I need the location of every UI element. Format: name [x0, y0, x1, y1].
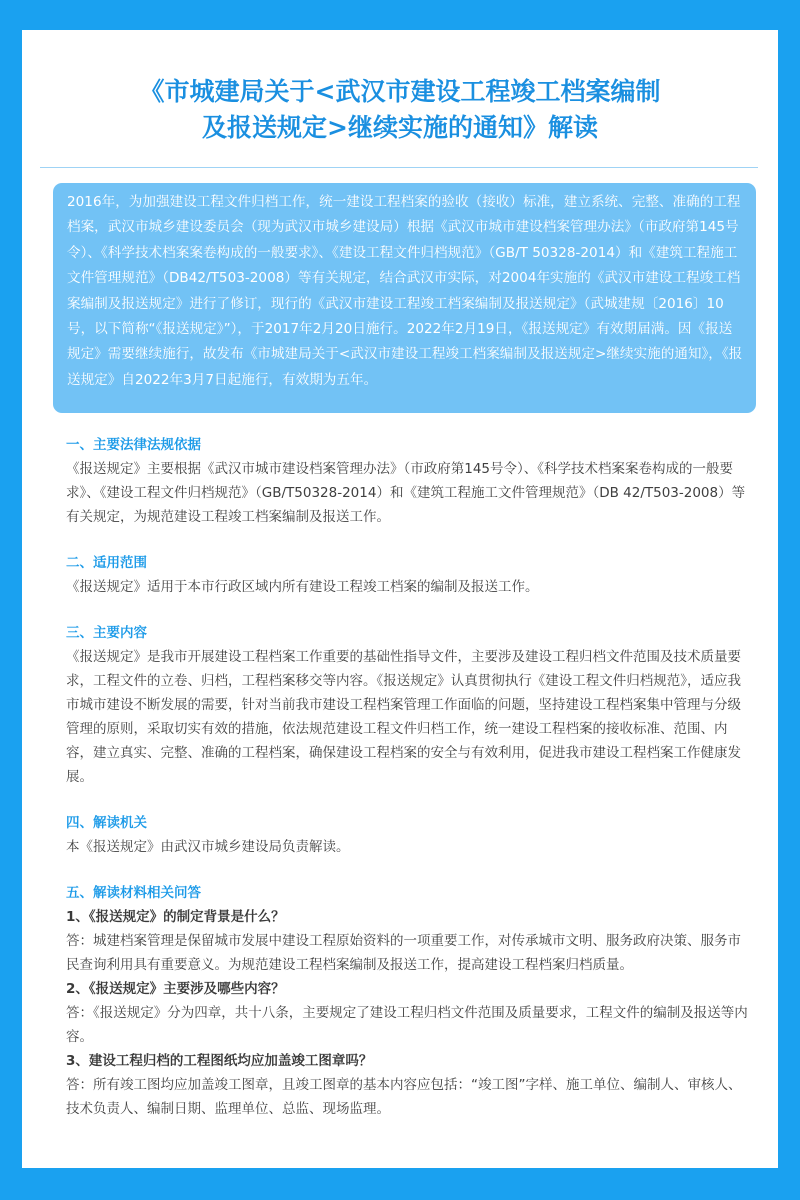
section-legal-basis	[66, 433, 748, 529]
answer-3: 答：所有竣工图均应加盖竣工图章，且竣工图章的基本内容应包括：“竣工图”字样、施工单位、编制人、审核人、技术负责人、编制日期、监理单位、总监、现场监理。	[66, 1077, 742, 1117]
section-heading: 二、适用范围	[66, 555, 147, 571]
question-1: 1、《报送规定》的制定背景是什么？	[66, 909, 285, 925]
article-body	[66, 433, 748, 1143]
section-text: 本《报送规定》由武汉市城乡建设局负责解读。	[66, 839, 350, 855]
page-title	[22, 74, 778, 146]
question-3: 3、建设工程归档的工程图纸均应加盖竣工图章吗？	[66, 1053, 373, 1069]
section-text: 《报送规定》是我市开展建设工程档案工作重要的基础性指导文件，主要涉及建设工程归档文件范围及技术质量要求，工程文件的立卷、归档，工程档案移交等内容。《报送规定》认真贯彻执行《建设工程文件归档规范》，适应我市城市建设不断发展的需要，针对当前我市建设工程档案管理工作面临的问题，坚持建设工程档案集中管理与分级管理的原则，采取切实有效的措施，依法规范建设工程文件归档工作，统一建设工程档案的接收标准、范围、内容，建立真实、完整、准确的工程档案，确保建设工程档案的安全与有效利用，促进我市建设工程档案工作健康发展。	[66, 649, 741, 785]
answer-1: 答：城建档案管理是保留城市发展中建设工程原始资料的一项重要工作，对传承城市文明、服务政府决策、服务市民查询利用具有重要意义。为规范建设工程档案编制及报送工作，提高建设工程档案归档质量。	[66, 933, 741, 973]
title-line-1: 《市城建局关于<武汉市建设工程竣工档案编制	[139, 77, 661, 106]
title-line-2: 及报送规定>继续实施的通知》解读	[202, 113, 598, 142]
section-text: 《报送规定》适用于本市行政区域内所有建设工程竣工档案的编制及报送工作。	[66, 579, 539, 595]
section-scope	[66, 551, 748, 599]
section-heading: 五、解读材料相关问答	[66, 885, 201, 901]
intro-text: 2016年，为加强建设工程文件归档工作，统一建设工程档案的验收（接收）标准，建立系统、完整、准确的工程档案，武汉市城乡建设委员会（现为武汉市城乡建设局）根据《武汉市城市建设档案管理办法》（市政府第145号令）、《科学技术档案案卷构成的一般要求》、《建设工程文件归档规范》（GB/T 50328-2014）和《建筑工程施工文件管理规范》（DB42/T503-2008）等有关规定，结合武汉市实际，对2004年实施的《武汉市建设工程竣工档案编制及报送规定》进行了修订，现行的《武汉市建设工程竣工档案编制及报送规定》（武城建规〔2016〕10号，以下简称“《报送规定》”），于2017年2月20日施行。2022年2月19日，《报送规定》有效期届满。因《报送规定》需要继续施行，故发布《市城建局关于<武汉市建设工程竣工档案编制及报送规定>继续实施的通知》，《报送规定》自2022年3月7日起施行，有效期为五年。	[67, 194, 743, 388]
section-qa	[66, 881, 748, 1121]
section-text: 《报送规定》主要根据《武汉市城市建设档案管理办法》（市政府第145号令）、《科学技术档案案卷构成的一般要求》、《建设工程文件归档规范》（GB/T50328-2014）和《建筑工程施工文件管理规范》（DB 42/T503-2008）等有关规定，为规范建设工程竣工档案编制及报送工作。	[66, 461, 746, 525]
question-2: 2、《报送规定》主要涉及哪些内容？	[66, 981, 285, 997]
document-card	[22, 30, 778, 1168]
section-heading: 一、主要法律法规依据	[66, 437, 201, 453]
section-heading: 四、解读机关	[66, 815, 147, 831]
section-main-content	[66, 621, 748, 789]
intro-box	[53, 183, 756, 413]
answer-2: 答：《报送规定》分为四章，共十八条，主要规定了建设工程归档文件范围及质量要求，工程文件的编制及报送等内容。	[66, 1005, 748, 1045]
title-divider	[40, 167, 758, 168]
section-heading: 三、主要内容	[66, 625, 147, 641]
section-interpreting-agency	[66, 811, 748, 859]
